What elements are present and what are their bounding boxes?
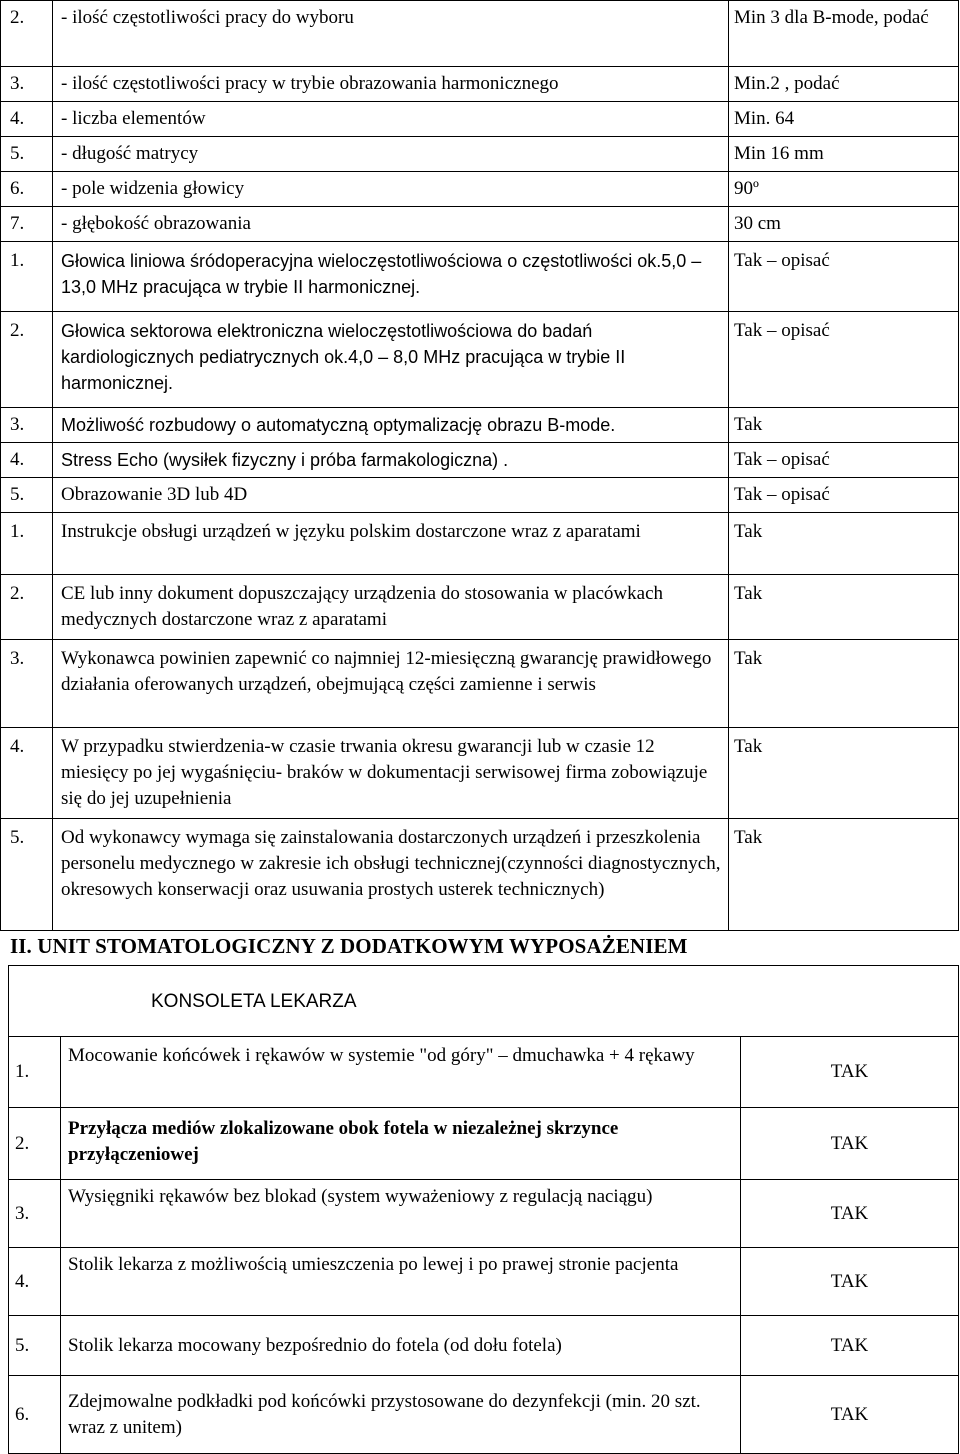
table-row bbox=[1, 819, 959, 931]
row-description: Obrazowanie 3D lub 4D bbox=[53, 478, 729, 513]
row-number: 3. bbox=[1, 640, 53, 728]
row-description: Wykonawca powinien zapewnić co najmniej 12-miesięczną gwarancję prawidłowego działania oferowanych urządzeń, obejmującą części zamienne i serwis bbox=[53, 640, 729, 728]
section-heading: II. UNIT STOMATOLOGICZNY Z DODATKOWYM WYPOSAŻENIEM bbox=[10, 934, 688, 958]
row-number: 2. bbox=[1, 575, 53, 640]
row-description: - pole widzenia głowicy bbox=[53, 172, 729, 207]
row-number: 6. bbox=[9, 1376, 61, 1454]
row-number: 5. bbox=[1, 478, 53, 513]
table-row bbox=[1, 408, 959, 443]
spec-table-dental-unit bbox=[8, 965, 959, 1454]
row-number: 2. bbox=[9, 1108, 61, 1180]
row-number: 3. bbox=[1, 408, 53, 443]
table-row bbox=[9, 1180, 959, 1248]
row-value: Tak bbox=[729, 575, 959, 640]
row-value: Tak bbox=[729, 728, 959, 819]
row-description: Stolik lekarza z możliwością umieszczenia po lewej i po prawej stronie pacjenta bbox=[61, 1248, 741, 1316]
row-description: Instrukcje obsługi urządzeń w języku polskim dostarczone wraz z aparatami bbox=[53, 513, 729, 575]
table-row bbox=[1, 137, 959, 172]
table-row bbox=[1, 67, 959, 102]
table-row bbox=[1, 513, 959, 575]
row-number: 3. bbox=[9, 1180, 61, 1248]
row-description: - głębokość obrazowania bbox=[53, 207, 729, 242]
row-value: Tak bbox=[729, 640, 959, 728]
row-number: 6. bbox=[1, 172, 53, 207]
row-number: 1. bbox=[1, 513, 53, 575]
table-row bbox=[1, 575, 959, 640]
table-row bbox=[1, 478, 959, 513]
row-value: Tak bbox=[729, 819, 959, 931]
table-row bbox=[1, 207, 959, 242]
row-description: - ilość częstotliwości pracy w trybie obrazowania harmonicznego bbox=[53, 67, 729, 102]
row-number: 1. bbox=[1, 242, 53, 312]
row-description: - liczba elementów bbox=[53, 102, 729, 137]
row-description: CE lub inny dokument dopuszczający urządzenia do stosowania w placówkach medycznych dostarczone wraz z aparatami bbox=[53, 575, 729, 640]
row-description: - długość matrycy bbox=[53, 137, 729, 172]
row-value: 30 cm bbox=[729, 207, 959, 242]
table-row bbox=[9, 1108, 959, 1180]
table-subheader-row bbox=[9, 966, 959, 1037]
row-number: 5. bbox=[1, 819, 53, 931]
row-value: Min 3 dla B-mode, podać bbox=[729, 1, 959, 67]
row-value: TAK bbox=[741, 1037, 959, 1108]
row-number: 4. bbox=[1, 102, 53, 137]
row-value: Min. 64 bbox=[729, 102, 959, 137]
row-description: Możliwość rozbudowy o automatyczną optymalizację obrazu B-mode. bbox=[53, 408, 729, 443]
row-number: 4. bbox=[1, 728, 53, 819]
table-row bbox=[1, 102, 959, 137]
row-description: Wysięgniki rękawów bez blokad (system wyważeniowy z regulacją naciągu) bbox=[61, 1180, 741, 1248]
row-number: 2. bbox=[1, 312, 53, 408]
row-value: TAK bbox=[741, 1376, 959, 1454]
table-row bbox=[1, 728, 959, 819]
table-row bbox=[1, 443, 959, 478]
row-description: Od wykonawcy wymaga się zainstalowania dostarczonych urządzeń i przeszkolenia personelu medycznego w zakresie ich obsługi technicznej(czynności diagnostycznych, okresowych konserwacji oraz usuwania prostych usterek technicznych) bbox=[53, 819, 729, 931]
row-value: TAK bbox=[741, 1248, 959, 1316]
table-row bbox=[1, 242, 959, 312]
row-value: Tak bbox=[729, 408, 959, 443]
table-row bbox=[9, 1376, 959, 1454]
row-number: 1. bbox=[9, 1037, 61, 1108]
row-number: 3. bbox=[1, 67, 53, 102]
row-value: Tak – opisać bbox=[729, 242, 959, 312]
row-value: TAK bbox=[741, 1180, 959, 1248]
row-number: 7. bbox=[1, 207, 53, 242]
row-description: Stress Echo (wysiłek fizyczny i próba farmakologiczna) . bbox=[53, 443, 729, 478]
table-row bbox=[9, 1037, 959, 1108]
row-description: W przypadku stwierdzenia-w czasie trwania okresu gwarancji lub w czasie 12 miesięcy po jej wygaśnięciu- braków w dokumentacji serwisowej firma zobowiązuje się do jej uzupełnienia bbox=[53, 728, 729, 819]
row-description: Stolik lekarza mocowany bezpośrednio do fotela (od dołu fotela) bbox=[61, 1316, 741, 1376]
row-number: 5. bbox=[9, 1316, 61, 1376]
row-value: TAK bbox=[741, 1108, 959, 1180]
row-description: Mocowanie końcówek i rękawów w systemie "od góry" – dmuchawka + 4 rękawy bbox=[61, 1037, 741, 1108]
table-row bbox=[9, 1248, 959, 1316]
row-number: 5. bbox=[1, 137, 53, 172]
table-row bbox=[1, 1, 959, 67]
row-value: Tak – opisać bbox=[729, 443, 959, 478]
row-value: Tak – opisać bbox=[729, 312, 959, 408]
row-value: Min 16 mm bbox=[729, 137, 959, 172]
row-value: 90º bbox=[729, 172, 959, 207]
row-number: 4. bbox=[1, 443, 53, 478]
row-value: TAK bbox=[741, 1316, 959, 1376]
table-row bbox=[9, 1316, 959, 1376]
row-description: Głowica liniowa śródoperacyjna wieloczęstotliwościowa o częstotliwości ok.5,0 – 13,0 MHz pracująca w trybie II harmonicznej. bbox=[53, 242, 729, 312]
row-value: Min.2 , podać bbox=[729, 67, 959, 102]
table-row bbox=[1, 172, 959, 207]
row-value: Tak bbox=[729, 513, 959, 575]
row-number: 2. bbox=[1, 1, 53, 67]
row-value: Tak – opisać bbox=[729, 478, 959, 513]
table-row bbox=[1, 312, 959, 408]
row-description: Zdejmowalne podkładki pod końcówki przystosowane do dezynfekcji (min. 20 szt. wraz z unitem) bbox=[61, 1376, 741, 1454]
row-description: Przyłącza mediów zlokalizowane obok fotela w niezależnej skrzynce przyłączeniowej bbox=[61, 1108, 741, 1180]
row-description: Głowica sektorowa elektroniczna wieloczęstotliwościowa do badań kardiologicznych pediatrycznych ok.4,0 – 8,0 MHz pracująca w trybie II harmonicznej. bbox=[53, 312, 729, 408]
subheading-konsoleta: KONSOLETA LEKARZA bbox=[9, 966, 959, 1037]
row-number: 4. bbox=[9, 1248, 61, 1316]
table-row bbox=[1, 640, 959, 728]
row-description: - ilość częstotliwości pracy do wyboru bbox=[53, 1, 729, 67]
